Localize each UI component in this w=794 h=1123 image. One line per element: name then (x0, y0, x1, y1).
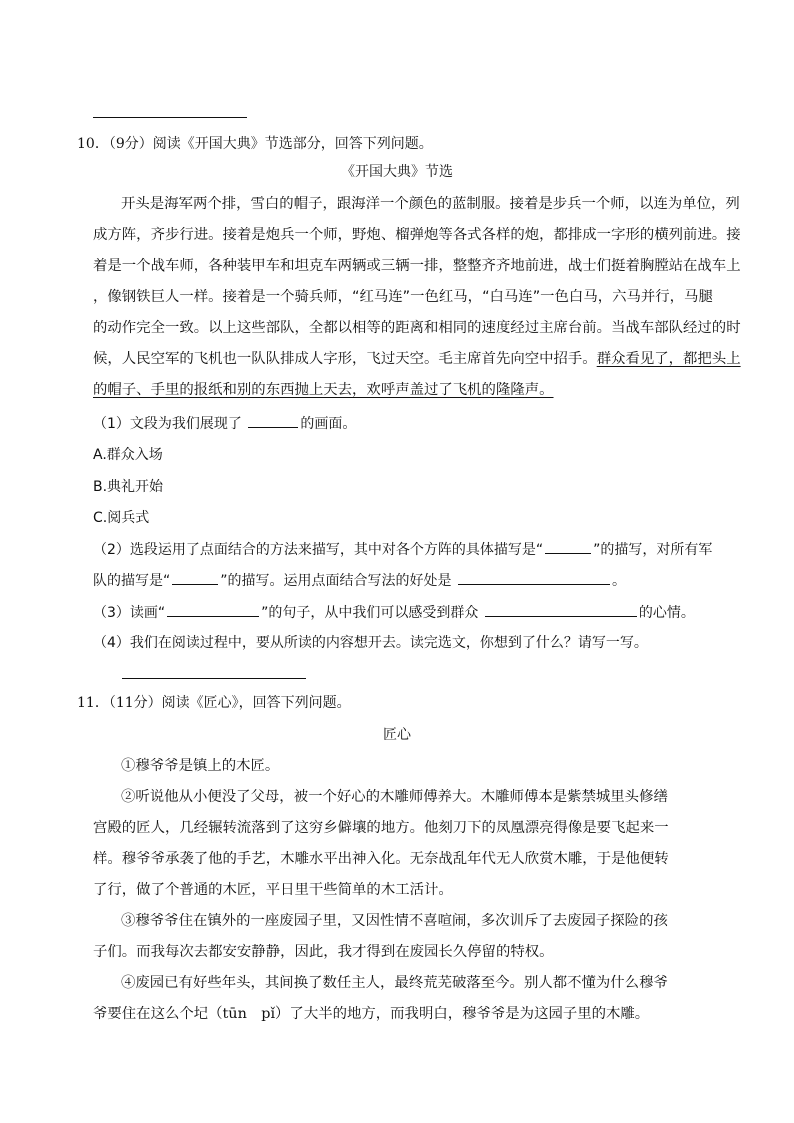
paragraph-line: 子们。而我每次去都安安静静，因此，我才得到在废园长久停留的特权。 (93, 944, 554, 960)
answer-blank[interactable] (248, 413, 298, 428)
passage-title-10: 《开国大典》节选 (341, 164, 453, 180)
paragraph-line: 宫殿的匠人，几经辗转流落到了这穷乡僻壤的地方。他刻刀下的凤凰漂亮得像是要飞起来一 (93, 820, 669, 836)
answer-line-prev (93, 117, 247, 118)
passage-title-11: 匠心 (383, 727, 411, 743)
option-b[interactable]: B.典礼开始 (93, 479, 164, 495)
passage-11 (93, 751, 733, 1030)
underlined-sentence: 的帽子、手里的报纸和别的东西抛上天去，欢呼声盖过了飞机的隆隆声。 (93, 382, 554, 398)
underlined-sentence: 群众看见了，都把头上 (596, 351, 741, 367)
paragraph-line: 爷要住在这么个圮（tūn pǐ）了大半的地方，而我明白，穆爷爷是为这园子里的木雕。 (93, 1006, 650, 1022)
paragraph-4: ④废园已有好些年头，其间换了数任主人，最终荒芜破落至今。别人都不懂为什么穆爷 (121, 975, 668, 991)
passage-10 (93, 189, 741, 406)
passage-line: 着是一个战车师，各种装甲车和坦克车两辆或三辆一排，整整齐齐地前进，战士们挺着胸膛站在战车上 (93, 258, 741, 274)
passage-line: 的动作完全一致。以上这些部队，全都以相等的距离和相同的速度经过主席台前。当战车部队经过的时 (93, 320, 741, 336)
sub-question-4: （4）我们在阅读过程中，要从所读的内容想开去。读完选文，你想到了什么？请写一写。 (93, 635, 648, 651)
answer-blank[interactable] (485, 602, 637, 617)
passage-line: 成方阵，齐步行进。接着是炮兵一个师，野炮、榴弹炮等各式各样的炮，都排成一字形的横列前进。接 (93, 227, 741, 243)
sub-question-2-line-2: 队的描写是“ ”的描写。运用点面结合写法的好处是 。 (93, 570, 626, 591)
answer-blank[interactable] (545, 539, 591, 554)
answer-blank[interactable] (458, 570, 610, 585)
sub-question-1: （1）文段为我们展现了 的画面。 (93, 413, 356, 434)
paragraph-1: ①穆爷爷是镇上的木匠。 (121, 758, 280, 774)
paragraph-line: 了行，做了个普通的木匠，平日里干些简单的木工活计。 (93, 882, 453, 898)
sub-question-2-line-1: （2）选段运用了点面结合的方法来描写，其中对各个方阵的具体描写是“ ”的描写，对所有军 (93, 539, 712, 560)
passage-line: 候，人民空军的飞机也一队队排成人字形，飞过天空。毛主席首先向空中招手。群众看见了，都把头上 (93, 351, 741, 367)
answer-blank[interactable] (167, 602, 259, 617)
option-c[interactable]: C.阅兵式 (93, 510, 150, 526)
answer-blank[interactable] (172, 570, 218, 585)
passage-line: 开头是海军两个排，雪白的帽子，跟海洋一个颜色的蓝制服。接着是步兵一个师，以连为单位，列 (121, 196, 740, 212)
sub-question-3: （3）读画“ ”的句子，从中我们可以感受到群众 的心情。 (93, 602, 695, 623)
question-11-header: 11．（11分）阅读《匠心》，回答下列问题。 (77, 695, 351, 711)
passage-line: ，像钢铁巨人一样。接着是一个骑兵师，“红马连”一色红马，“白马连”一色白马，六马并行，马腿 (93, 289, 713, 305)
passage-line (93, 375, 733, 406)
paragraph-2: ②听说他从小便没了父母，被一个好心的木雕师傅养大。木雕师傅本是紫禁城里头修缮 (121, 789, 668, 805)
question-10-header: 10．（9分）阅读《开国大典》节选部分，回答下列问题。 (77, 136, 433, 152)
option-a[interactable]: A.群众入场 (93, 447, 163, 463)
answer-line-q10-4[interactable] (122, 678, 306, 679)
paragraph-line: 样。穆爷爷承袭了他的手艺，木雕水平出神入化。无奈战乱年代无人欣赏木雕，于是他便转 (93, 851, 669, 867)
paragraph-3: ③穆爷爷住在镇外的一座废园子里，又因性情不喜喧闹，多次训斥了去废园子探险的孩 (121, 913, 668, 929)
